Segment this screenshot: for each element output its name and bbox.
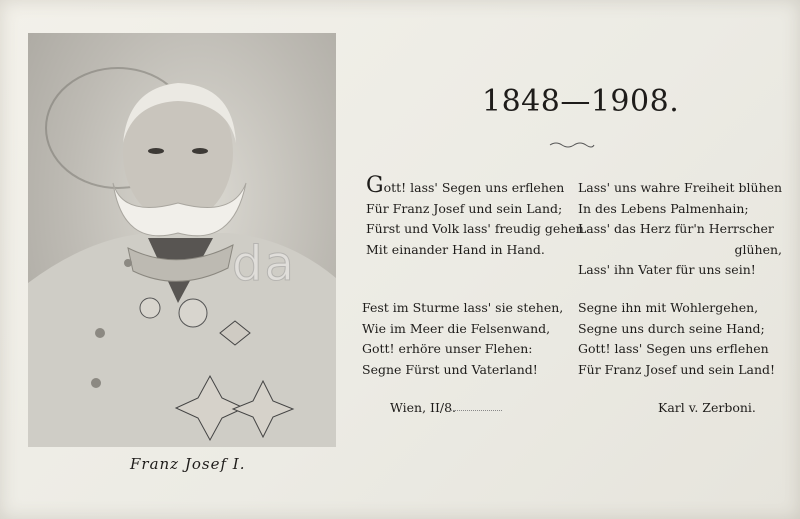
verse-line: Gott! lass' Segen uns erflehen <box>578 341 769 357</box>
verse-line: Lass' das Herz für'n Herrscher <box>578 221 774 237</box>
verse-line: Wie im Meer die Felsenwand, <box>362 320 551 336</box>
verse-line: Segne ihn mit Wohlergehen, <box>578 300 759 315</box>
verse-line: Gott! lass' Segen uns erflehen <box>366 173 565 198</box>
verse-line: Für Franz Josef und sein Land; <box>366 200 563 216</box>
verse-line: In des Lebens Palmenhain; <box>578 200 749 216</box>
portrait-caption: Franz Josef I. <box>130 455 246 473</box>
verse-line: Lass' uns wahre Freiheit blühen <box>578 180 783 195</box>
place-date: Wien, II/8. <box>390 400 457 415</box>
verse-line: Gott! erhöre unser Flehen: <box>362 341 533 357</box>
stanza-2-left <box>362 298 563 380</box>
dotted-divider <box>450 410 502 413</box>
medal-2 <box>140 298 160 318</box>
page-title: 1848—1908. <box>482 84 680 119</box>
stanza-1-right <box>578 178 782 281</box>
drop-cap: G <box>366 173 384 198</box>
stanza-2-right <box>578 298 775 380</box>
verse-line: Segne uns durch seine Hand; <box>578 320 765 336</box>
medal-1 <box>179 299 207 327</box>
verse-line-continuation: glühen, <box>734 241 782 257</box>
verse-line: Mit einander Hand in Hand. <box>366 241 545 257</box>
verse-line: Für Franz Josef und sein Land! <box>578 361 776 377</box>
verse-line: Fürst und Volk lass' freudig gehen <box>366 221 584 237</box>
ornament-flourish <box>548 140 596 150</box>
stanza-1-left <box>366 173 584 260</box>
verse-line: Fest im Sturme lass' sie stehen, <box>362 300 564 315</box>
author-signature: Karl v. Zerboni. <box>658 400 756 415</box>
watermark-text: da <box>232 236 296 292</box>
verse-line: Segne Fürst und Vaterland! <box>362 361 538 377</box>
verse-line: Lass' ihn Vater für uns sein! <box>578 262 756 278</box>
